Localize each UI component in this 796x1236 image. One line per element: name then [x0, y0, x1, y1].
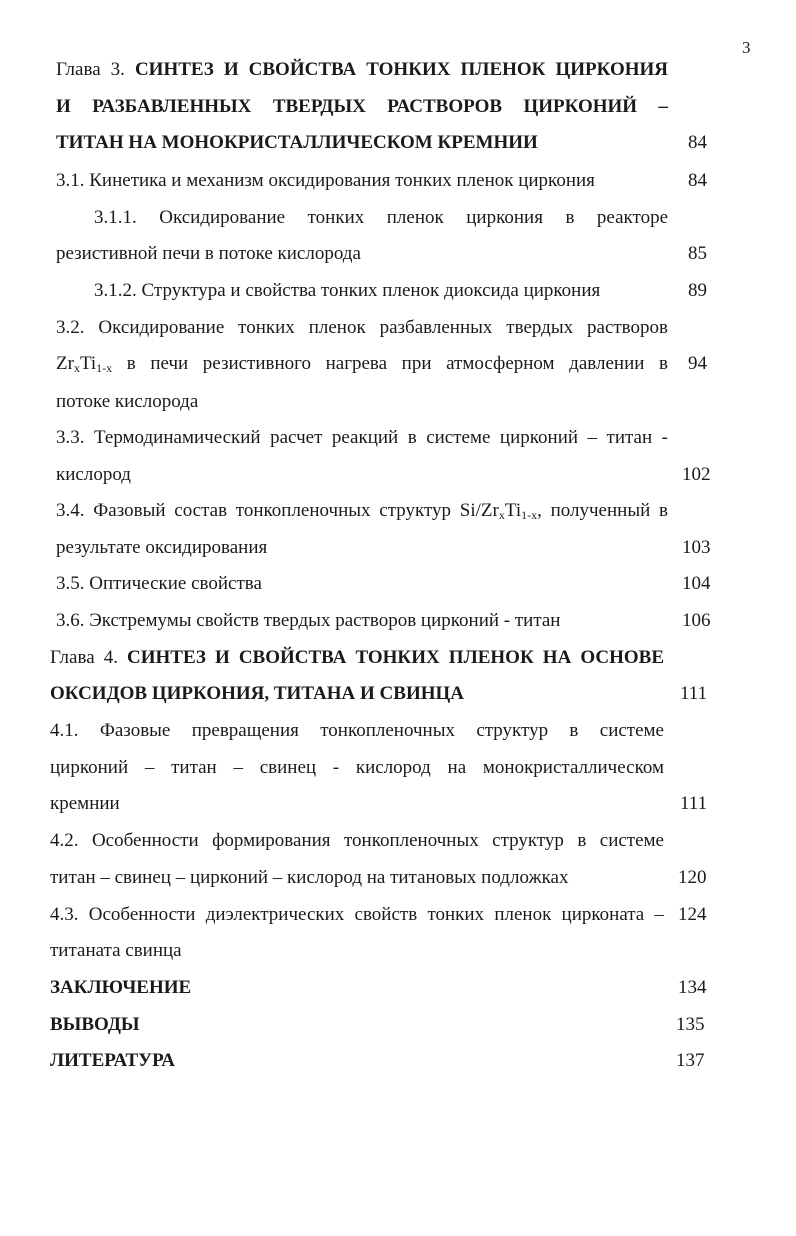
section-3-6-page: 106: [682, 610, 711, 631]
chapter-4-title-text-1: СИНТЕЗ И СВОЙСТВА ТОНКИХ ПЛЕНОК НА ОСНОВЕ: [127, 647, 665, 668]
formula-sub-x: x: [73, 361, 80, 375]
chapter-3-page: 84: [688, 132, 707, 153]
section-3-6: 3.6. Экстремумы свойств твердых растворов цирконий - титан: [56, 610, 561, 631]
section-4-1-line-2: цирконий – титан – свинец - кислород на монокристаллическом: [50, 757, 664, 778]
chapter-3-title-line-3: ТИТАН НА МОНОКРИСТАЛЛИЧЕСКОМ КРЕМНИИ: [56, 132, 538, 153]
section-4-1-page: 111: [680, 793, 708, 814]
literature: ЛИТЕРАТУРА: [50, 1050, 176, 1071]
section-4-1-line-3: кремнии: [50, 793, 120, 814]
chapter-4-label: Глава 4.: [50, 647, 118, 668]
section-3-2-page: 94: [688, 353, 707, 374]
page-number: 3: [742, 38, 751, 57]
chapter-3-title-line-2: И РАЗБАВЛЕННЫХ ТВЕРДЫХ РАСТВОРОВ ЦИРКОНИЙ –: [56, 96, 668, 117]
section-3-2-line-3: потоке кислорода: [56, 391, 199, 412]
section-3-4-text-pre: 3.4. Фазовый состав тонкопленочных структур Si/Zr: [56, 500, 499, 521]
section-3-4-line-2: результате оксидирования: [56, 537, 268, 558]
chapter-3-title-line-1: [56, 58, 668, 82]
literature-page: 137: [676, 1050, 705, 1071]
section-3-5-page: 104: [682, 573, 711, 594]
section-3-1-2-page: 89: [688, 280, 707, 301]
section-4-1-line-1: 4.1. Фазовые превращения тонкопленочных структур в системе: [50, 720, 664, 741]
section-3-1-1-page: 85: [688, 243, 707, 264]
section-4-2-page: 120: [678, 867, 707, 888]
formula-ti: Ti: [79, 353, 97, 374]
section-3-4-page: 103: [682, 537, 711, 558]
chapter-4-title-line-1: [50, 646, 664, 670]
formula: [56, 353, 112, 374]
findings: ВЫВОДЫ: [50, 1014, 140, 1035]
formula-ti: Ti: [504, 500, 522, 521]
formula-sub-1x: 1-x: [96, 361, 113, 375]
conclusion: ЗАКЛЮЧЕНИЕ: [50, 977, 192, 998]
chapter-3-label: Глава 3.: [56, 59, 125, 80]
chapter-4-title-line-2: ОКСИДОВ ЦИРКОНИЯ, ТИТАНА И СВИНЦА: [50, 683, 465, 704]
section-3-2-line-1: 3.2. Оксидирование тонких пленок разбавленных твердых растворов: [56, 317, 668, 338]
section-4-3-line-1: 4.3. Особенности диэлектрических свойств тонких пленок цирконата –: [50, 904, 664, 925]
section-3-4-line-1: [56, 499, 668, 523]
section-3-1-1-line-2: резистивной печи в потоке кислорода: [56, 243, 361, 264]
section-4-2-line-2: титан – свинец – цирконий – кислород на титановых подложках: [50, 867, 569, 888]
formula-sub-x: x: [498, 508, 505, 522]
formula-sub-1x: 1-x: [521, 508, 538, 522]
section-4-3-page: 124: [678, 904, 707, 925]
section-3-5: 3.5. Оптические свойства: [56, 573, 262, 594]
section-3-1-page: 84: [688, 170, 707, 191]
chapter-4-page: 111: [680, 683, 708, 704]
formula-zr: Zr: [56, 353, 74, 374]
section-3-3-page: 102: [682, 464, 711, 485]
chapter-3-title-text-1: СИНТЕЗ И СВОЙСТВА ТОНКИХ ПЛЕНОК ЦИРКОНИЯ: [134, 59, 669, 80]
findings-page: 135: [676, 1014, 705, 1035]
section-3-3-line-2: кислород: [56, 464, 131, 485]
section-3-4-text-post: , полученный в: [537, 500, 668, 521]
section-4-2-line-1: 4.2. Особенности формирования тонкопленочных структур в системе: [50, 830, 664, 851]
section-3-1: 3.1. Кинетика и механизм оксидирования тонких пленок циркония: [56, 170, 595, 191]
section-3-2-line-2: [56, 352, 668, 376]
section-3-3-line-1: 3.3. Термодинамический расчет реакций в системе цирконий – титан -: [56, 427, 668, 448]
section-3-1-1-line-1: 3.1.1. Оксидирование тонких пленок циркония в реакторе: [94, 207, 668, 228]
conclusion-page: 134: [678, 977, 707, 998]
section-4-3-line-2: титаната свинца: [50, 940, 182, 961]
section-3-2-line-2-text: в печи резистивного нагрева при атмосферном давлении в: [126, 353, 668, 374]
section-3-1-2: 3.1.2. Структура и свойства тонких пленок диоксида циркония: [94, 280, 601, 301]
